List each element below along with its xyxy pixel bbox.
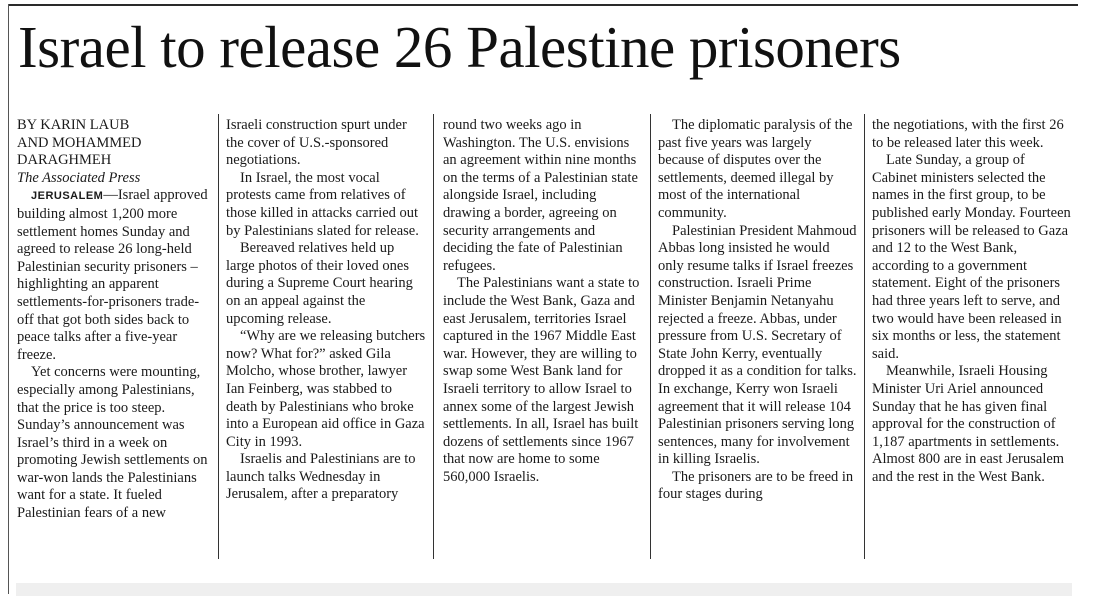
column-3: [443, 117, 643, 486]
paragraph: Palestinian President Mahmoud Abbas long insisted he would only resume talks if Israel freezes construction. Israeli Prime Minister Benjamin Netanyahu rejected a freeze. Abbas, under pressure from U.S. Secretary of State John Kerry, eventually dropped it as a condition for talks. In exchange, Kerry won Israeli agreement that it will release 104 Palestinian prisoners serving long sentences, many for involvement in killing Israelis.: [658, 222, 857, 468]
byline-line-1: BY KARIN LAUB: [17, 117, 130, 133]
column-1: [17, 117, 215, 523]
byline: [17, 117, 215, 187]
paragraph: The prisoners are to be freed in four stages during: [658, 468, 854, 503]
column-rule: [650, 114, 651, 559]
paragraph: the negotiations, with the first 26 to be released later this week.: [872, 117, 1064, 151]
byline-agency: The Associated Press: [17, 169, 141, 186]
paragraph: Israelis and Palestinians are to launch talks Wednesday in Jerusalem, after a preparatory: [226, 451, 416, 503]
column-rule: [864, 114, 865, 559]
paragraph: Yet concerns were mounting, especially among Palestinians, that the price is too steep. Sunday’s announcement was Israel’s third in a week on promoting Jewish settlements on war-won lands the Palestinians want for a state. It fueled Palestinian fears of a new: [17, 364, 208, 522]
paragraph: In Israel, the most vocal protests came from relatives of those killed in attacks carried out by Palestinians slated for release.: [226, 169, 419, 239]
paragraph: The Palestinians want a state to include the West Bank, Gaza and east Jerusalem, territories Israel captured in the 1967 Middle East war. However, they are willing to swap some West Bank land for Israeli territory to allow Israel to annex some of the largest Jewish settlements. In all, Israel has built dozens of settlements since 1967 that now are home to some 560,000 Israelis.: [443, 275, 640, 485]
paragraph: round two weeks ago in Washington. The U.S. envisions an agreement within nine months on the terms of a Palestinian state alongside Israel, including drawing a border, agreeing on security arrangements and deciding the fate of Palestinian refugees.: [443, 117, 638, 274]
byline-line-2: AND MOHAMMED: [17, 134, 142, 151]
dateline: JERUSALEM: [31, 190, 104, 203]
paragraph: JERUSALEM—Israel approved building almost 1,200 more settlement homes Sunday and agreed to release 26 long-held Palestinian security prisoners – highlighting an apparent settlements-for-prisoners trade-off that got both sides back to peace talks after a five-year freeze.: [17, 187, 208, 363]
paragraph: Meanwhile, Israeli Housing Minister Uri Ariel announced Sunday that he has given final approval for the construction of 1,187 apartments in settlements. Almost 800 are in east Jerusalem and the rest in the West Bank.: [872, 363, 1065, 485]
bottom-band: [16, 583, 1072, 596]
byline-line-3: DARAGHMEH: [17, 152, 112, 169]
paragraph: Israeli construction spurt under the cover of U.S.-sponsored negotiations.: [226, 117, 407, 169]
paragraph: “Why are we releasing butchers now? What for?” asked Gila Molcho, whose brother, lawyer Ian Feinberg, was stabbed to death by Palestinians who broke into a European aid office in Gaza City in 1993.: [226, 328, 426, 450]
column-2: [226, 117, 426, 504]
column-4: [658, 117, 858, 504]
column-5: [872, 117, 1072, 486]
column-rule: [218, 114, 219, 559]
column-rule: [433, 114, 434, 559]
paragraph: Late Sunday, a group of Cabinet ministers selected the names in the first group, to be published early Monday. Fourteen prisoners will be released to Gaza and 12 to the West Bank, according to a government statement. Eight of the prisoners had three years left to serve, and two would have been released in six months or less, the statement said.: [872, 152, 1071, 362]
paragraph: The diplomatic paralysis of the past five years was largely because of disputes over the settlements, deemed illegal by most of the international community.: [658, 117, 853, 221]
top-rule: [8, 4, 1078, 6]
paragraph: Bereaved relatives held up large photos of their loved ones during a Supreme Court hearing on an appeal against the upcoming release.: [226, 240, 413, 327]
left-rule: [8, 4, 9, 594]
headline: Israel to release 26 Palestine prisoners: [18, 14, 901, 80]
